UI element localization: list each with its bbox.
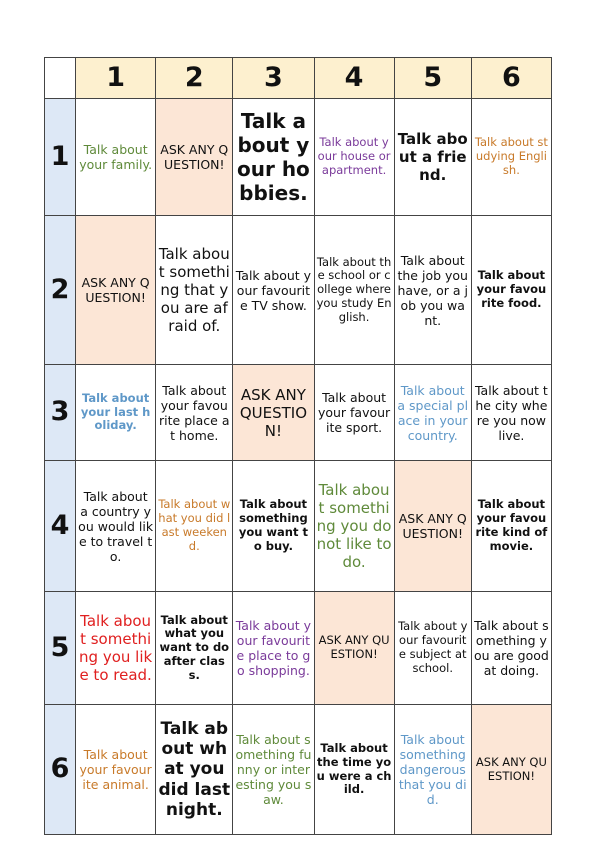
board-cell — [233, 99, 314, 216]
column-header: 4 — [314, 58, 394, 99]
cell-text: Talk about your favourite subject at school. — [398, 619, 468, 675]
board-cell — [156, 705, 233, 835]
ask-any-question-cell — [471, 705, 551, 835]
column-header: 5 — [394, 58, 471, 99]
row-header: 3 — [45, 365, 76, 461]
cell-text: Talk about something you do not like to do. — [316, 481, 392, 571]
board-cell — [471, 461, 551, 592]
board-row — [45, 461, 552, 592]
board-cell — [233, 592, 314, 705]
cell-text: Talk about your favourite sport. — [317, 390, 391, 435]
ask-any-question-cell — [156, 99, 233, 216]
board-row — [45, 592, 552, 705]
cell-text: Talk about a friend. — [397, 130, 468, 184]
board-cell — [156, 461, 233, 592]
cell-text: Talk about your favourite place to go shopping. — [235, 618, 312, 678]
board-cell — [471, 365, 551, 461]
board-cell — [394, 705, 471, 835]
column-header: 3 — [233, 58, 314, 99]
cell-text: Talk about a country you would like to travel to. — [78, 488, 154, 564]
board-cell — [76, 99, 156, 216]
board-cell — [471, 216, 551, 365]
column-header: 6 — [471, 58, 551, 99]
board-cell — [156, 365, 233, 461]
cell-text: Talk about something dangerous that you did. — [398, 732, 467, 807]
board-cell — [156, 592, 233, 705]
cell-text: ASK ANY QUESTION! — [160, 142, 229, 172]
board-row — [45, 216, 552, 365]
board-cell — [156, 216, 233, 365]
cell-text: Talk about your favourite kind of movie. — [475, 497, 548, 553]
cell-text: ASK ANY QUESTION! — [398, 511, 467, 541]
cell-text: Talk about a special place in your country. — [397, 382, 469, 443]
cell-text: Talk about the time you were a child. — [316, 740, 392, 797]
board-cell — [314, 216, 394, 365]
board-cell — [76, 705, 156, 835]
board-cell — [471, 99, 551, 216]
cell-text: Talk about what you did last night. — [158, 718, 231, 821]
cell-text: Talk about something you like to read. — [79, 612, 153, 684]
board-row — [45, 705, 552, 835]
cell-text: ASK ANY QUESTION! — [239, 385, 308, 440]
board-cell — [76, 461, 156, 592]
cell-text: Talk about your favourite food. — [476, 268, 547, 310]
cell-text: Talk about what you did last weekend. — [158, 497, 231, 553]
board-cell — [394, 99, 471, 216]
cell-text: Talk about your hobbies. — [237, 109, 310, 205]
row-header: 6 — [45, 705, 76, 835]
board-cell — [76, 592, 156, 705]
column-header: 1 — [76, 58, 156, 99]
cell-text: Talk about the city where you now live. — [474, 382, 548, 443]
cell-text: Talk about studying English. — [474, 135, 548, 177]
board-cell — [76, 365, 156, 461]
cell-text: Talk about your family. — [79, 142, 153, 172]
ask-any-question-cell — [394, 461, 471, 592]
cell-text: Talk about the school or college where you study English. — [316, 254, 392, 324]
corner-cell — [45, 58, 76, 99]
board-cell — [314, 99, 394, 216]
board-cell — [394, 592, 471, 705]
column-header: 2 — [156, 58, 233, 99]
speaking-game-board — [44, 57, 552, 835]
cell-text: Talk about your favourite animal. — [79, 747, 152, 792]
cell-text: ASK ANY QUESTION! — [318, 633, 390, 661]
ask-any-question-cell — [233, 365, 314, 461]
board-cell — [314, 461, 394, 592]
ask-any-question-cell — [76, 216, 156, 365]
cell-text: Talk about something you want to buy. — [238, 497, 308, 553]
ask-any-question-cell — [314, 592, 394, 705]
row-header: 4 — [45, 461, 76, 592]
board-cell — [471, 592, 551, 705]
cell-text: Talk about your house or apartment. — [317, 135, 391, 177]
row-header: 1 — [45, 99, 76, 216]
cell-text: Talk about your favourite place at home. — [159, 382, 230, 443]
board-cell — [314, 365, 394, 461]
cell-text: Talk about your last holiday. — [80, 390, 151, 433]
cell-text: Talk about your favourite TV show. — [235, 267, 312, 313]
cell-text: Talk about the job you have, or a job you want. — [397, 252, 468, 328]
board-cell — [314, 705, 394, 835]
cell-text: Talk about what you want to do after class. — [159, 612, 230, 682]
cell-text: Talk about something you are good at doing. — [473, 618, 549, 678]
row-header: 5 — [45, 592, 76, 705]
board-cell — [233, 216, 314, 365]
cell-text: ASK ANY QUESTION! — [475, 754, 547, 783]
cell-text: ASK ANY QUESTION! — [81, 275, 150, 305]
cell-text: Talk about something funny or interesting you saw. — [235, 732, 312, 807]
board-cell — [233, 461, 314, 592]
board-cell — [394, 216, 471, 365]
board-row — [45, 365, 552, 461]
board-cell — [394, 365, 471, 461]
board-row — [45, 99, 552, 216]
header-row — [45, 58, 552, 99]
row-header: 2 — [45, 216, 76, 365]
board-cell — [233, 705, 314, 835]
cell-text: Talk about something that you are afraid of. — [158, 245, 230, 335]
